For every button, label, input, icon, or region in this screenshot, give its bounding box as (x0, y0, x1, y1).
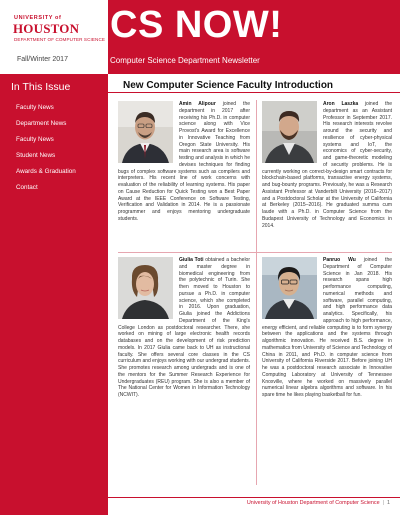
logo-houston-text: HOUSTON (13, 21, 80, 36)
faculty-profile-laszka (262, 101, 392, 229)
title-divider (108, 92, 400, 93)
sidebar-nav (0, 100, 108, 196)
sidebar-item-department-news[interactable]: Department News (16, 120, 67, 127)
row-divider (118, 252, 392, 253)
sidebar-item-contact[interactable]: Contact (16, 184, 38, 191)
sidebar-item-faculty-news[interactable]: Faculty News (16, 104, 54, 111)
issue-term: Fall/Winter 2017 (17, 56, 68, 63)
logo-university-text: UNIVERSITY of (14, 15, 62, 21)
page-title: New Computer Science Faculty Introduction (123, 80, 334, 91)
newsletter-subtitle: Computer Science Department Newsletter (110, 56, 260, 65)
column-divider (256, 100, 257, 485)
footer-text: University of Houston Department of Computer Science (246, 500, 380, 506)
sidebar-item-faculty-news-2[interactable]: Faculty News (16, 136, 54, 143)
page-number: 1 (387, 500, 390, 506)
sidebar-heading: In This Issue (11, 81, 71, 93)
faculty-bio: obtained a bachelor and master degree in biomedical engineering from the polytechnic of Turin. She then moved to Houston to pursue a Ph.D. in computer science, which she completed in 2016. Upon graduation, Giulia joined the Addictions Department of the King's College London as postdoctoral researcher. There, she worked on mining of large electronic health records databases and on the development of risk prediction models. In 2017 Giulia came back to UH as instructional faculty. She offers several core classes in the CS curriculum and enjoys working with our undergrad students. She promotes research among undergrads and is one of the mentors for the Summer Research Experience for Undergraduates (REU) program. She is also a member of The National Center for Women in Information Technology (NCWIT). (118, 257, 251, 398)
portrait-image (262, 101, 317, 163)
footer-divider (108, 497, 400, 498)
page-footer (247, 500, 390, 506)
sidebar-item-awards-graduation[interactable]: Awards & Graduation (16, 168, 76, 175)
faculty-photo (118, 257, 173, 319)
faculty-photo (262, 257, 317, 319)
portrait-image (118, 101, 173, 163)
newsletter-title: CS NOW! (110, 4, 283, 46)
faculty-profile-alipour (118, 101, 250, 223)
logo-department-text: DEPARTMENT OF COMPUTER SCIENCE (14, 37, 106, 42)
faculty-profile-wu (262, 257, 392, 399)
faculty-photo (118, 101, 173, 163)
faculty-bio: joined the department as an Assistant Professor in September 2017. His research interests revolve around the security and resilience of cyber-physical systems and IoT, the economics of cyber-security, and game-theoretic modeling of security problems. He is currently working on correct-by-design smart contracts for blockchain-based platforms, transactive energy systems, and bug-bounty programs. Previously, he was a Research Assistant Professor at Vanderbilt University (2016–2017) and a Postdoctoral Scholar at the University of California at Berkeley (2015–2016). He graduated summa cum laude with a Ph.D. in Computer Science from the Budapest University of Technology and Economics in 2014. (262, 101, 393, 229)
sidebar (0, 74, 108, 515)
portrait-image (118, 257, 173, 319)
faculty-bio: joined the Department of Computer Science in Jan 2018. His research spans high performance computing, numerical methods and software, parallel computing, and high performance data analytics. Specifically, his approach to high performance, energy efficient, and reliable computing is to form synergy between the applications and the systems through algorithmic innovation. He received B.S. degree in mathematics from University of Science and Technology of China in 2011, and Ph.D. in computer science from University of California Riverside 2017. Before joining UH he was a postdoctoral research associate in Innovative Computing Laboratory at University of Tennessee Knoxville, where he worked on massively parallel numerical linear algebra algorithms and software. In his spare time he likes playing basketball for fun. (262, 257, 393, 398)
sidebar-item-student-news[interactable]: Student News (16, 152, 56, 159)
faculty-name: Amin Alipour (179, 101, 216, 107)
faculty-profile-toti (118, 257, 250, 399)
masthead (108, 0, 400, 74)
footer-separator: | (382, 500, 384, 506)
faculty-name: Aron Laszka (323, 101, 359, 107)
faculty-name: Giulia Toti (179, 257, 204, 263)
faculty-photo (262, 101, 317, 163)
faculty-bio: joined the department in 2017 after receiving his Ph.D. in computer science along with Vice Provost's Award for Excellence in Innovative Teaching from Oregon State University. His main research area is software testing and analysis in which he devises techniques for finding bugs of complex software systems such as compilers and interpreters. His recent line of work concerns with evaluation of the reliability of learning systems. His paper on Cause Reduction for Quick Testing won a Best Paper Award at the IEEE Conference on Software Testing, Verification and Validation in 2014. He is a passionate programmer and enjoys mentoring undergraduate students. (118, 101, 251, 222)
logo (0, 0, 108, 74)
faculty-name: Panruo Wu (323, 257, 356, 263)
portrait-image (262, 257, 317, 319)
